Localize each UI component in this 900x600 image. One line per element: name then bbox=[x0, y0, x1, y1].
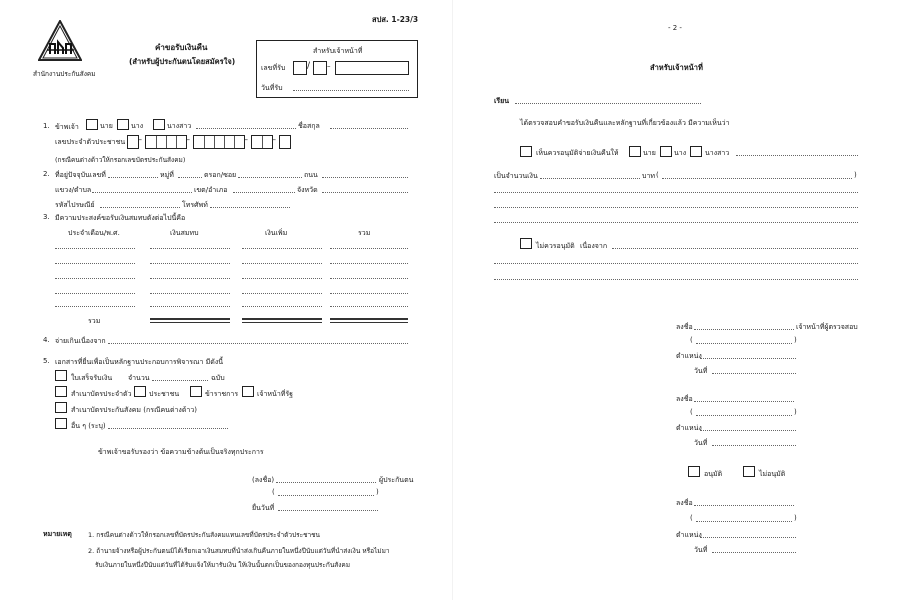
amount-words-line[interactable] bbox=[662, 178, 852, 179]
title-miss-checkbox[interactable] bbox=[153, 119, 165, 130]
receipt-no-label: เลขที่รับ bbox=[261, 64, 286, 72]
ss-card-label: สำเนาบัตรประกันสังคม (กรณีคนต่างด้าว) bbox=[71, 406, 197, 414]
sum-underline bbox=[150, 322, 230, 323]
overpaid-reason-line[interactable] bbox=[108, 343, 408, 344]
item-3-number: 3. bbox=[43, 213, 50, 221]
approved-checkbox[interactable] bbox=[688, 466, 700, 477]
sum-underline bbox=[242, 322, 322, 323]
col-month-header: ประจำเดือน/พ.ศ. bbox=[68, 229, 120, 237]
not-approved-label: ไม่อนุมัติ bbox=[759, 470, 786, 478]
inspector-position-label: ตำแหน่ง bbox=[676, 352, 702, 360]
approved-label: อนุมัติ bbox=[704, 470, 723, 478]
office-box-heading: สำหรับเจ้าหน้าที่ bbox=[313, 47, 363, 55]
to-label: เรียน bbox=[494, 97, 510, 105]
not-approved-checkbox[interactable] bbox=[743, 466, 755, 477]
item-1-number: 1. bbox=[43, 122, 50, 130]
surname-label: ชื่อสกุล bbox=[298, 122, 320, 130]
table-row[interactable] bbox=[330, 263, 408, 264]
col-contribution-header: เงินสมทบ bbox=[170, 229, 199, 237]
state-official-label: เจ้าหน้าที่รัฐ bbox=[257, 390, 293, 398]
open-paren: ( bbox=[690, 408, 693, 416]
payee-mr-checkbox[interactable] bbox=[629, 146, 641, 157]
moo-label: หมู่ที่ bbox=[160, 171, 174, 179]
approver-signature-line[interactable] bbox=[694, 505, 794, 506]
overpaid-reason-label: จ่ายเกินเนื่องจาก bbox=[55, 337, 106, 345]
address-label: ที่อยู่ปัจจุบันเลขที่ bbox=[55, 171, 106, 179]
state-official-checkbox[interactable] bbox=[242, 386, 254, 397]
soi-label: ตรอก/ซอย bbox=[204, 171, 237, 179]
id-copy-checkbox[interactable] bbox=[55, 386, 67, 397]
remark-2-line-1: 2. ถ้านายจ้างหรือผู้ประกันตนมิได้เรียกเอาเงินสมทบที่นำส่งเกินคืนภายในหนึ่งปีนับแต่วันที่นำส่งเงิน หรือไม่มา bbox=[88, 547, 390, 555]
reject-label: ไม่ควรอนุมัติ bbox=[536, 242, 575, 250]
dash-glyph: – bbox=[327, 62, 331, 70]
sum-underline bbox=[330, 322, 408, 323]
reviewer-signature-line[interactable] bbox=[694, 401, 794, 402]
documents-label: เอกสารที่ยื่นเพื่อเป็นหลักฐานประกอบการพิจารณา มีดังนี้ bbox=[55, 358, 224, 366]
inspector-name-line[interactable] bbox=[696, 343, 792, 344]
inspector-signature-line[interactable] bbox=[694, 329, 794, 330]
phone-label: โทรศัพท์ bbox=[182, 201, 208, 209]
table-row[interactable] bbox=[242, 293, 322, 294]
table-row[interactable] bbox=[330, 306, 408, 307]
district-label: เขต/อำเภอ bbox=[194, 186, 228, 194]
table-row[interactable] bbox=[55, 263, 135, 264]
reject-reason-line[interactable] bbox=[494, 279, 858, 280]
close-paren: ) bbox=[854, 171, 857, 179]
to-line[interactable] bbox=[515, 103, 701, 104]
approver-name-line[interactable] bbox=[696, 521, 792, 522]
phone-line[interactable] bbox=[210, 207, 290, 208]
reject-reason-line[interactable] bbox=[494, 263, 858, 264]
remarks-line[interactable] bbox=[494, 207, 858, 208]
title-mrs-checkbox[interactable] bbox=[117, 119, 129, 130]
because-label: เนื่องจาก bbox=[580, 242, 608, 250]
id-copy-label: สำเนาบัตรประจำตัว bbox=[71, 390, 132, 398]
surname-line[interactable] bbox=[330, 128, 408, 129]
sso-logo-icon bbox=[38, 20, 82, 64]
receipt-date-line[interactable] bbox=[293, 90, 409, 91]
table-row[interactable] bbox=[330, 293, 408, 294]
remark-1: 1. กรณีคนต่างด้าวให้กรอกเลขที่บัตรประกันสังคมแทนเลขที่บัตรประจำตัวประชาชน bbox=[88, 531, 320, 539]
sum-underline bbox=[242, 318, 322, 320]
officer-heading: สำหรับเจ้าหน้าที่ bbox=[650, 63, 703, 72]
insured-label: ผู้ประกันตน bbox=[379, 476, 414, 484]
title-mrs-label: นาง bbox=[131, 122, 144, 130]
payee-mrs-checkbox[interactable] bbox=[660, 146, 672, 157]
table-row[interactable] bbox=[242, 278, 322, 279]
table-row[interactable] bbox=[150, 293, 230, 294]
postcode-line[interactable] bbox=[100, 207, 180, 208]
id-box-group-3[interactable] bbox=[193, 135, 245, 149]
province-line[interactable] bbox=[322, 192, 408, 193]
civil-servant-checkbox[interactable] bbox=[190, 386, 202, 397]
open-paren: ( bbox=[656, 171, 659, 179]
citizen-label: ประชาชน bbox=[149, 390, 180, 398]
table-row[interactable] bbox=[150, 248, 230, 249]
remark-2-line-2: รับเงินภายในหนึ่งปีนับแต่วันที่ได้รับแจ้งให้มารับเงิน ให้เงินนั้นตกเป็นของกองทุนประกันสังคม bbox=[95, 561, 351, 569]
civil-servant-label: ข้าราชการ bbox=[205, 390, 239, 398]
payee-miss-label: นางสาว bbox=[705, 149, 730, 157]
item-2-number: 2. bbox=[43, 170, 50, 178]
receipt-no-box-2[interactable] bbox=[313, 61, 327, 75]
inspector-position-line[interactable] bbox=[700, 358, 796, 359]
remarks-label: หมายเหตุ bbox=[43, 530, 72, 538]
form-subtitle: (สำหรับผู้ประกันตนโดยสมัครใจ) bbox=[129, 57, 236, 66]
approver-date-label: วันที่ bbox=[694, 546, 708, 554]
approve-label: เห็นควรอนุมัติจ่ายเงินคืนให้ bbox=[536, 149, 619, 157]
reviewer-date-label: วันที่ bbox=[694, 439, 708, 447]
receipt-no-box-3[interactable] bbox=[335, 61, 409, 75]
ss-card-checkbox[interactable] bbox=[55, 402, 67, 413]
item-4-number: 4. bbox=[43, 336, 50, 344]
open-paren: ( bbox=[690, 514, 693, 522]
inspector-date-label: วันที่ bbox=[694, 367, 708, 375]
reviewer-position-label: ตำแหน่ง bbox=[676, 424, 702, 432]
table-row[interactable] bbox=[242, 306, 322, 307]
table-row[interactable] bbox=[150, 306, 230, 307]
payee-mrs-label: นาง bbox=[674, 149, 687, 157]
table-row[interactable] bbox=[55, 248, 135, 249]
table-row[interactable] bbox=[55, 306, 135, 307]
reviewer-sign-label: ลงชื่อ bbox=[676, 395, 693, 403]
citizen-checkbox[interactable] bbox=[134, 386, 146, 397]
other-doc-checkbox[interactable] bbox=[55, 418, 67, 429]
copies-label: ฉบับ bbox=[211, 374, 225, 382]
amount-label: จำนวน bbox=[128, 374, 150, 382]
approver-sign-label: ลงชื่อ bbox=[676, 499, 693, 507]
baht-label: บาท bbox=[642, 172, 655, 180]
dash-glyph: – bbox=[186, 135, 190, 144]
receipt-count-line[interactable] bbox=[152, 380, 208, 381]
certification-text: ข้าพเจ้าขอรับรองว่า ข้อความข้างต้นเป็นจริงทุกประการ bbox=[98, 448, 264, 456]
remarks-line[interactable] bbox=[494, 222, 858, 223]
open-paren: ( bbox=[690, 336, 693, 344]
inspector-role-label: เจ้าหน้าที่ผู้ตรวจสอบ bbox=[796, 323, 858, 331]
approve-checkbox[interactable] bbox=[520, 146, 532, 157]
remarks-line[interactable] bbox=[494, 192, 858, 193]
payee-name-line[interactable] bbox=[736, 155, 858, 156]
road-label: ถนน bbox=[304, 171, 318, 179]
reject-checkbox[interactable] bbox=[520, 238, 532, 249]
table-row[interactable] bbox=[55, 278, 135, 279]
table-row[interactable] bbox=[242, 248, 322, 249]
open-paren: ( bbox=[272, 488, 275, 496]
house-no-line[interactable] bbox=[108, 177, 158, 178]
table-row[interactable] bbox=[330, 248, 408, 249]
reviewer-date-line[interactable] bbox=[712, 445, 796, 446]
item-5-number: 5. bbox=[43, 357, 50, 365]
reviewer-position-line[interactable] bbox=[700, 430, 796, 431]
id-box-group-4[interactable] bbox=[251, 135, 273, 149]
dash-glyph: – bbox=[244, 135, 248, 144]
form-title: คำขอรับเงินคืน bbox=[155, 43, 208, 52]
payee-miss-checkbox[interactable] bbox=[690, 146, 702, 157]
close-paren: ) bbox=[794, 514, 797, 522]
approver-date-line[interactable] bbox=[712, 552, 796, 553]
title-miss-label: นางสาว bbox=[167, 122, 192, 130]
reject-reason-line[interactable] bbox=[612, 248, 858, 249]
sum-underline bbox=[150, 318, 230, 320]
amount-label: เป็นจำนวนเงิน bbox=[494, 172, 538, 180]
receipt-label: ใบเสร็จรับเงิน bbox=[71, 374, 113, 382]
table-row[interactable] bbox=[55, 293, 135, 294]
receipt-no-box-1[interactable] bbox=[293, 61, 307, 75]
dash-glyph: – bbox=[272, 135, 276, 144]
checked-statement: ได้ตรวจสอบคำขอรับเงินคืนและหลักฐานที่เกี่ยวข้องแล้ว มีความเห็นว่า bbox=[520, 119, 730, 127]
receipt-date-label: วันที่รับ bbox=[261, 84, 283, 92]
submit-date-line[interactable] bbox=[278, 510, 378, 511]
id-box-group-5[interactable] bbox=[279, 135, 291, 149]
receipt-checkbox[interactable] bbox=[55, 370, 67, 381]
table-row[interactable] bbox=[150, 263, 230, 264]
page-divider bbox=[452, 0, 453, 600]
sum-underline bbox=[330, 318, 408, 320]
logo-caption: สำนักงานประกันสังคม bbox=[33, 70, 96, 78]
first-name-line[interactable] bbox=[196, 128, 296, 129]
slash-glyph: / bbox=[307, 61, 311, 71]
province-label: จังหวัด bbox=[297, 186, 318, 194]
id-note: (กรณีคนต่างด้าวให้กรอกเลขบัตรประกันสังคม) bbox=[55, 156, 186, 164]
page-number: - 2 - bbox=[668, 24, 682, 32]
subdistrict-label: แขวง/ตำบล bbox=[55, 186, 92, 194]
amount-line[interactable] bbox=[540, 178, 640, 179]
form-code: สปส. 1-23/3 bbox=[372, 15, 419, 24]
table-row[interactable] bbox=[330, 278, 408, 279]
soi-line[interactable] bbox=[238, 177, 302, 178]
close-paren: ) bbox=[794, 336, 797, 344]
id-number-label: เลขประจำตัวประชาชน bbox=[55, 138, 126, 146]
other-doc-label: อื่น ๆ (ระบุ) bbox=[71, 422, 106, 430]
item-3-label: มีความประสงค์ขอรับเงินสมทบดังต่อไปนี้คือ bbox=[55, 214, 186, 222]
applicant-name-line[interactable] bbox=[278, 495, 374, 496]
other-doc-line[interactable] bbox=[108, 428, 228, 429]
close-paren: ) bbox=[794, 408, 797, 416]
reviewer-name-line[interactable] bbox=[696, 415, 792, 416]
approver-position-line[interactable] bbox=[700, 537, 796, 538]
postcode-label: รหัสไปรษณีย์ bbox=[55, 201, 95, 209]
close-paren: ) bbox=[376, 488, 379, 496]
inspector-sign-label: ลงชื่อ bbox=[676, 323, 693, 331]
dash-glyph: – bbox=[138, 135, 142, 144]
district-line[interactable] bbox=[233, 192, 295, 193]
submit-date-label: ยื่นวันที่ bbox=[252, 504, 275, 512]
col-total-header: รวม bbox=[358, 229, 371, 237]
id-box-group-2[interactable] bbox=[145, 135, 187, 149]
col-surcharge-header: เงินเพิ่ม bbox=[265, 229, 288, 237]
table-row[interactable] bbox=[242, 263, 322, 264]
sign-label: (ลงชื่อ) bbox=[252, 476, 275, 484]
inspector-date-line[interactable] bbox=[712, 373, 796, 374]
payee-mr-label: นาย bbox=[643, 149, 656, 157]
sum-label: รวม bbox=[88, 317, 101, 325]
table-row[interactable] bbox=[150, 278, 230, 279]
road-line[interactable] bbox=[322, 177, 408, 178]
title-mr-label: นาย bbox=[100, 122, 113, 130]
office-use-box bbox=[256, 40, 418, 98]
title-mr-checkbox[interactable] bbox=[86, 119, 98, 130]
moo-line[interactable] bbox=[178, 177, 202, 178]
applicant-label: ข้าพเจ้า bbox=[55, 123, 79, 131]
applicant-signature-line[interactable] bbox=[276, 482, 376, 483]
approver-position-label: ตำแหน่ง bbox=[676, 531, 702, 539]
subdistrict-line[interactable] bbox=[92, 192, 192, 193]
